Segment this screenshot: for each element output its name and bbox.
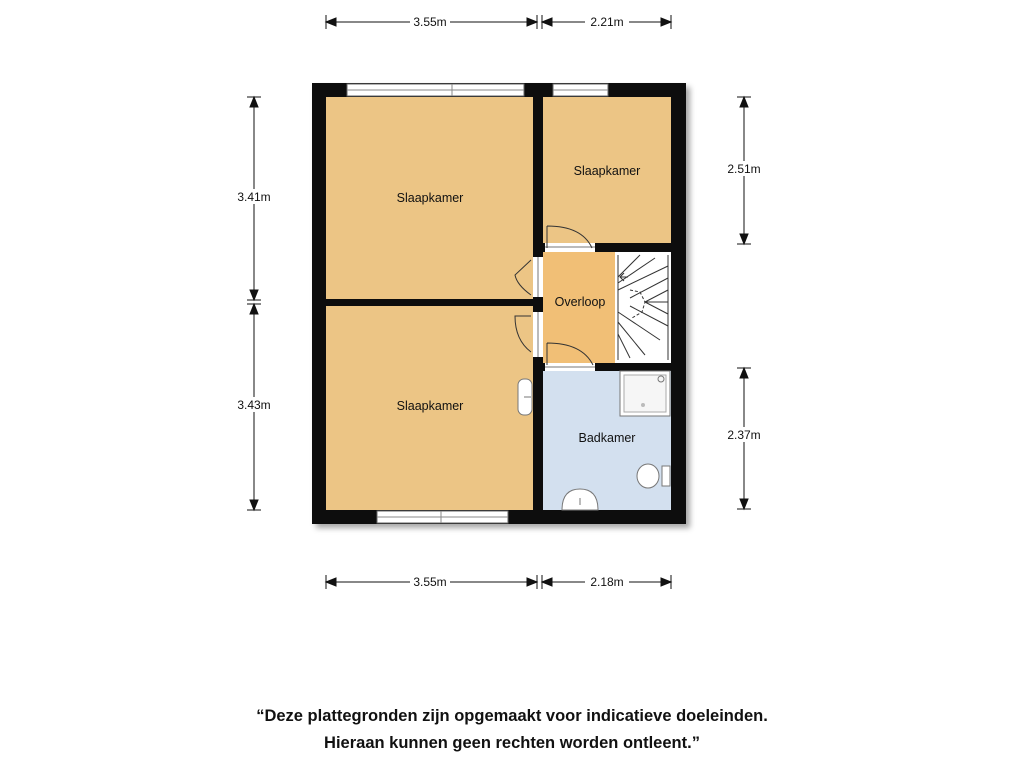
dimension-label-top-left: 3.55m [413,15,447,29]
dimension-label-right-lower: 2.37m [727,428,761,442]
toilet [637,464,670,488]
disclaimer-line-2: Hieraan kunnen geen rechten worden ontleent.” [324,734,700,752]
label-bedroom-bottom: Slaapkamer [396,399,464,413]
label-bathroom: Badkamer [578,431,636,445]
dimension-label-left-lower: 3.43m [237,398,271,412]
wall-bedrooms-divider [326,299,533,306]
label-bedroom-small: Slaapkamer [573,164,641,178]
window-top-right [553,84,608,96]
sink-bedroom [518,379,532,415]
disclaimer-line-1: “Deze plattegronden zijn opgemaakt voor indicatieve doeleinden. [256,707,768,725]
label-bedroom-large-top: Slaapkamer [396,191,464,205]
dimension-label-bottom-left: 3.55m [413,575,447,589]
dimension-label-left-upper: 3.41m [237,190,271,204]
window-top-left [347,84,524,96]
window-bottom [377,511,508,523]
label-landing: Overloop [554,295,606,309]
dimension-label-top-right: 2.21m [590,15,624,29]
shower-tray [620,371,670,416]
dimension-label-right-upper: 2.51m [727,162,761,176]
wall-vertical-center [533,97,543,510]
dimension-label-bottom-right: 2.18m [590,575,624,589]
